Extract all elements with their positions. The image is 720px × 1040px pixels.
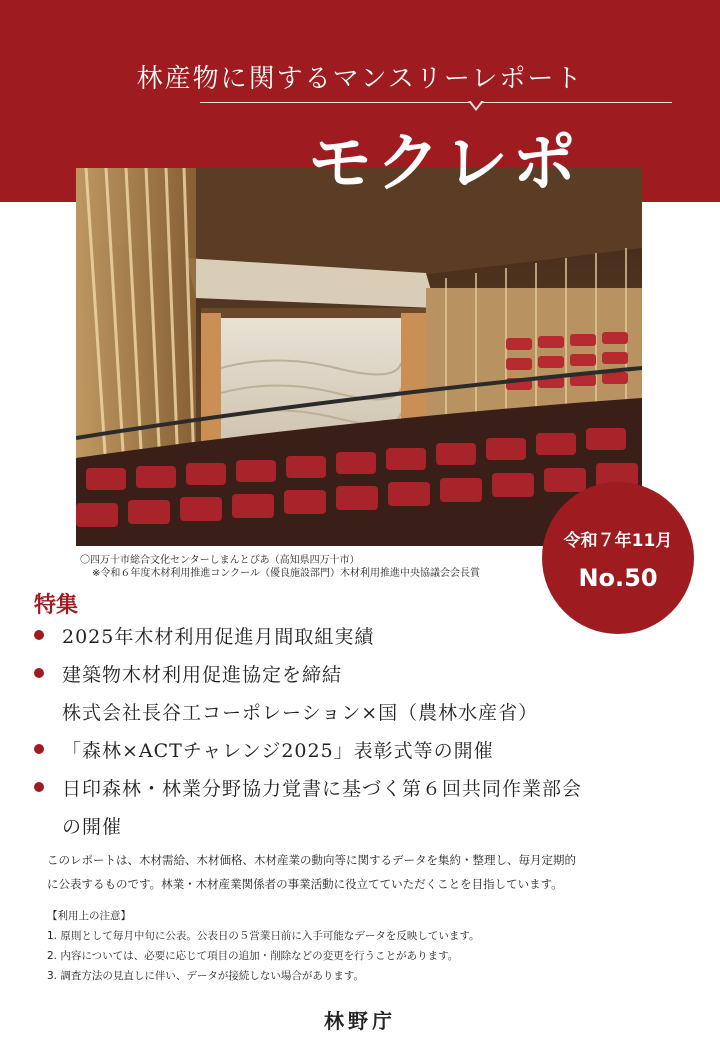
photo-award-note: ※令和６年度木材利用推進コンクール（優良施設部門）木材利用推進中央協議会会長賞 xyxy=(92,568,480,579)
features-heading: 特集 xyxy=(34,593,79,618)
bullet-icon xyxy=(34,668,44,678)
feature-item: 日印森林・林業分野協力覚書に基づく第６回共同作業部会 xyxy=(62,778,583,800)
feature-item-continuation: の開催 xyxy=(62,816,123,838)
issue-badge xyxy=(542,482,694,634)
feature-item-detail: 株式会社長谷工コーポレーション×国（農林水産省） xyxy=(62,702,539,724)
bullet-icon xyxy=(34,744,44,754)
report-subtitle: 林産物に関するマンスリーレポート xyxy=(136,64,584,94)
agency-name: 林野庁 xyxy=(324,1009,396,1033)
issue-number: No.50 xyxy=(578,564,658,592)
description-line: に公表するものです。林業・木材産業関係者の事業活動に役立てていただくことを目指しています。 xyxy=(47,877,563,891)
photo-caption: 〇四万十市総合文化センターしまんとぴあ（高知県四万十市） xyxy=(80,555,360,566)
notes-heading: 【利用上の注意】 xyxy=(47,910,131,922)
note-item: 3. 調査方法の見直しに伴い、データが接続しない場合があります。 xyxy=(47,970,365,982)
subtitle-divider-notch xyxy=(468,101,484,111)
feature-item: 2025年木材利用促進月間取組実績 xyxy=(62,626,375,648)
note-item: 2. 内容については、必要に応じて項目の追加・削除などの変更を行うことがあります。 xyxy=(47,950,459,962)
report-title: モクレポ xyxy=(308,127,580,201)
bullet-icon xyxy=(34,782,44,792)
feature-item: 「森林×ACTチャレンジ2025」表彰式等の開催 xyxy=(62,740,494,762)
subtitle-divider xyxy=(200,102,672,103)
issue-date: 令和７年11月 xyxy=(563,531,673,551)
description-line: このレポートは、木材需給、木材価格、木材産業の動向等に関するデータを集約・整理し、毎月定期的 xyxy=(47,853,576,867)
feature-item: 建築物木材利用促進協定を締結 xyxy=(62,664,343,686)
note-item: 1. 原則として毎月中旬に公表。公表日の５営業日前に入手可能なデータを反映しています。 xyxy=(47,930,480,942)
cover-photo xyxy=(76,168,642,546)
bullet-icon xyxy=(34,630,44,640)
